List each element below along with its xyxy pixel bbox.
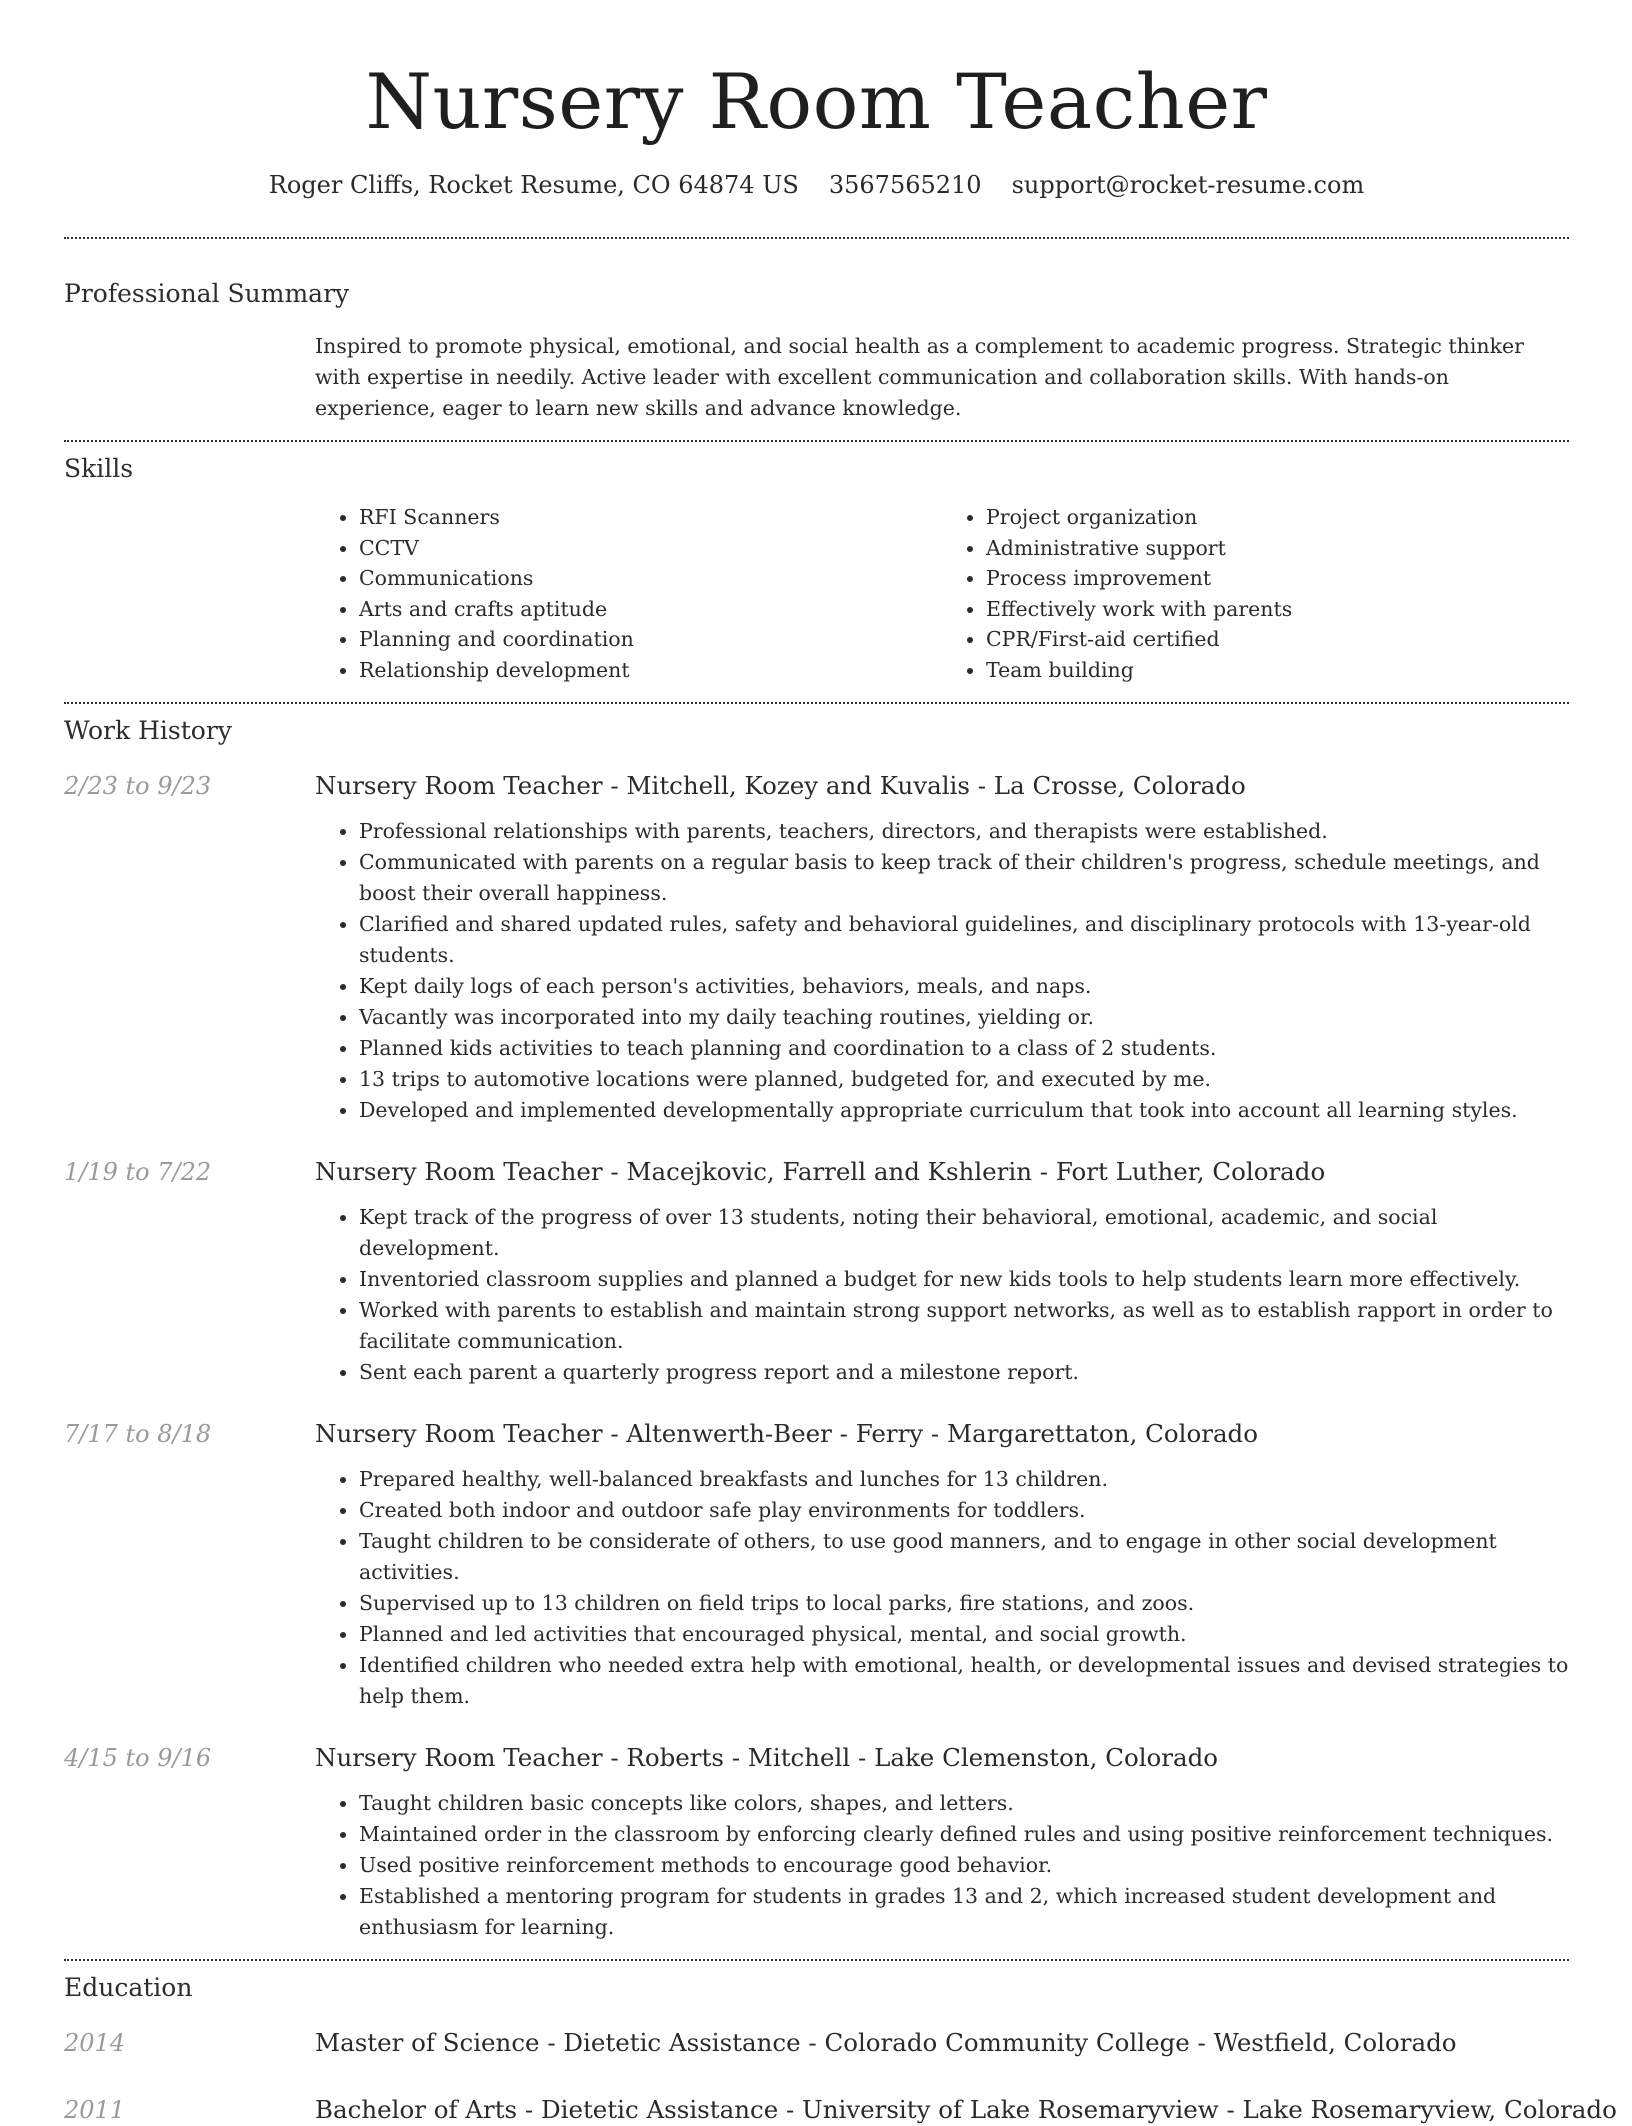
job-bullet: • Inventoried classroom supplies and planned a budget for new kids tools to help students learn more effectively. [359,1264,1569,1295]
job-bullet: • Supervised up to 13 children on field trips to local parks, fire stations, and zoos. [359,1588,1569,1619]
education-entry [64,2027,1569,2059]
job-bullet: • Developed and implemented developmentally appropriate curriculum that took into account all learning styles. [359,1095,1569,1126]
skills-heading: Skills [64,454,134,483]
resume-title: Nursery Room Teacher [365,57,1268,146]
job-bullet: • Vacantly was incorporated into my daily teaching routines, yielding or. [359,1002,1569,1033]
job-bullet: • Kept track of the progress of over 13 students, noting their behavioral, emotional, academic, and social development. [359,1202,1569,1264]
job-bullets [315,816,1569,1126]
job-bullet: • Planned kids activities to teach planning and coordination to a class of 2 students. [359,1033,1569,1064]
education-entry [64,2094,1617,2126]
job-bullet: • Professional relationships with parents, teachers, directors, and therapists were established. [359,816,1569,847]
contact-address: Roger Cliffs, Rocket Resume, CO 64874 US [268,171,799,199]
job-bullet: • Used positive reinforcement methods to encourage good behavior. [359,1850,1569,1881]
skill-item: • Administrative support [986,533,1569,564]
job-bullet: • Kept daily logs of each person's activities, behaviors, meals, and naps. [359,971,1569,1002]
job-entry [64,1156,1569,1388]
job-bullet: • 13 trips to automotive locations were planned, budgeted for, and executed by me. [359,1064,1569,1095]
job-body [315,1418,1569,1712]
contact-line [64,168,1569,202]
section-divider [64,440,1569,442]
skill-item: • RFI Scanners [359,502,942,533]
job-dates: 4/15 to 9/16 [64,1744,212,1772]
job-bullet: • Prepared healthy, well-balanced breakfasts and lunches for 13 children. [359,1464,1569,1495]
education-degree: Master of Science - Dietetic Assistance - Colorado Community College - Westfield, Colorado [315,2028,1457,2057]
job-bullets [315,1464,1569,1712]
job-title: Nursery Room Teacher - Macejkovic, Farrell and Kshlerin - Fort Luther, Colorado [315,1157,1326,1186]
work-history-section [64,714,1569,1943]
job-entry [64,770,1569,1126]
education-heading: Education [64,1973,193,2002]
skill-item: • Communications [359,563,942,594]
job-bullet: • Maintained order in the classroom by enforcing clearly defined rules and using positive reinforcement techniques. [359,1819,1569,1850]
summary-heading: Professional Summary [64,279,350,308]
skills-list [315,502,1569,685]
skill-item: • CPR/First-aid certified [986,624,1569,655]
skill-item: • CCTV [359,533,942,564]
job-entry [64,1418,1569,1712]
job-bullet: • Planned and led activities that encouraged physical, mental, and social growth. [359,1619,1569,1650]
job-title: Nursery Room Teacher - Roberts - Mitchell - Lake Clemenston, Colorado [315,1743,1219,1772]
contact-email: support@rocket-resume.com [1011,171,1365,199]
job-body [315,1156,1569,1388]
job-bullet: • Sent each parent a quarterly progress report and a milestone report. [359,1357,1569,1388]
job-dates: 1/19 to 7/22 [64,1158,212,1186]
job-bullets [315,1202,1569,1388]
job-title: Nursery Room Teacher - Altenwerth-Beer - Ferry - Margarettaton, Colorado [315,1419,1258,1448]
job-bullet: • Communicated with parents on a regular basis to keep track of their children's progress, schedule meetings, and boost their overall happiness. [359,847,1569,909]
skill-item: • Relationship development [359,655,942,686]
skill-item: • Process improvement [986,563,1569,594]
skills-column-left [315,502,942,685]
job-title: Nursery Room Teacher - Mitchell, Kozey and Kuvalis - La Crosse, Colorado [315,771,1246,800]
section-divider [64,702,1569,704]
job-dates: 7/17 to 8/18 [64,1420,212,1448]
education-year: 2014 [64,2029,126,2057]
job-entry [64,1742,1569,1943]
job-dates: 2/23 to 9/23 [64,772,212,800]
skill-item: • Arts and crafts aptitude [359,594,942,625]
skills-section [64,452,1569,685]
education-year: 2011 [64,2096,126,2124]
skills-column-right [942,502,1569,685]
work-history-heading: Work History [64,716,232,745]
job-body [315,770,1569,1126]
education-section [64,1971,1617,2126]
resume-page [64,0,1617,2126]
summary-text: Inspired to promote physical, emotional, and social health as a complement to academic progress. Strategic thinker with expertise in needily. Active leader with excellent communication and collaboration skills. With hands-on experience, eager to learn new skills and advance knowledge. [315,334,1524,420]
contact-phone: 3567565210 [828,171,982,199]
education-degree: Bachelor of Arts - Dietetic Assistance - University of Lake Rosemaryview - Lake Rosemaryview, Colorado [315,2095,1617,2124]
job-bullets [315,1788,1569,1943]
job-bullet: • Clarified and shared updated rules, safety and behavioral guidelines, and disciplinary protocols with 13-year-old students. [359,909,1569,971]
section-divider [64,237,1569,239]
skill-item: • Project organization [986,502,1569,533]
job-bullet: • Established a mentoring program for students in grades 13 and 2, which increased student development and enthusiasm for learning. [359,1881,1569,1943]
skill-item: • Planning and coordination [359,624,942,655]
job-bullet: • Taught children to be considerate of others, to use good manners, and to engage in other social development activities. [359,1526,1569,1588]
job-bullet: • Identified children who needed extra help with emotional, health, or developmental issues and devised strategies to help them. [359,1650,1569,1712]
job-bullet: • Worked with parents to establish and maintain strong support networks, as well as to establish rapport in order to facilitate communication. [359,1295,1569,1357]
summary-section [64,277,1569,424]
skill-item: • Team building [986,655,1569,686]
job-bullet: • Created both indoor and outdoor safe play environments for toddlers. [359,1495,1569,1526]
skill-item: • Effectively work with parents [986,594,1569,625]
job-bullet: • Taught children basic concepts like colors, shapes, and letters. [359,1788,1569,1819]
job-body [315,1742,1569,1943]
section-divider [64,1959,1569,1961]
